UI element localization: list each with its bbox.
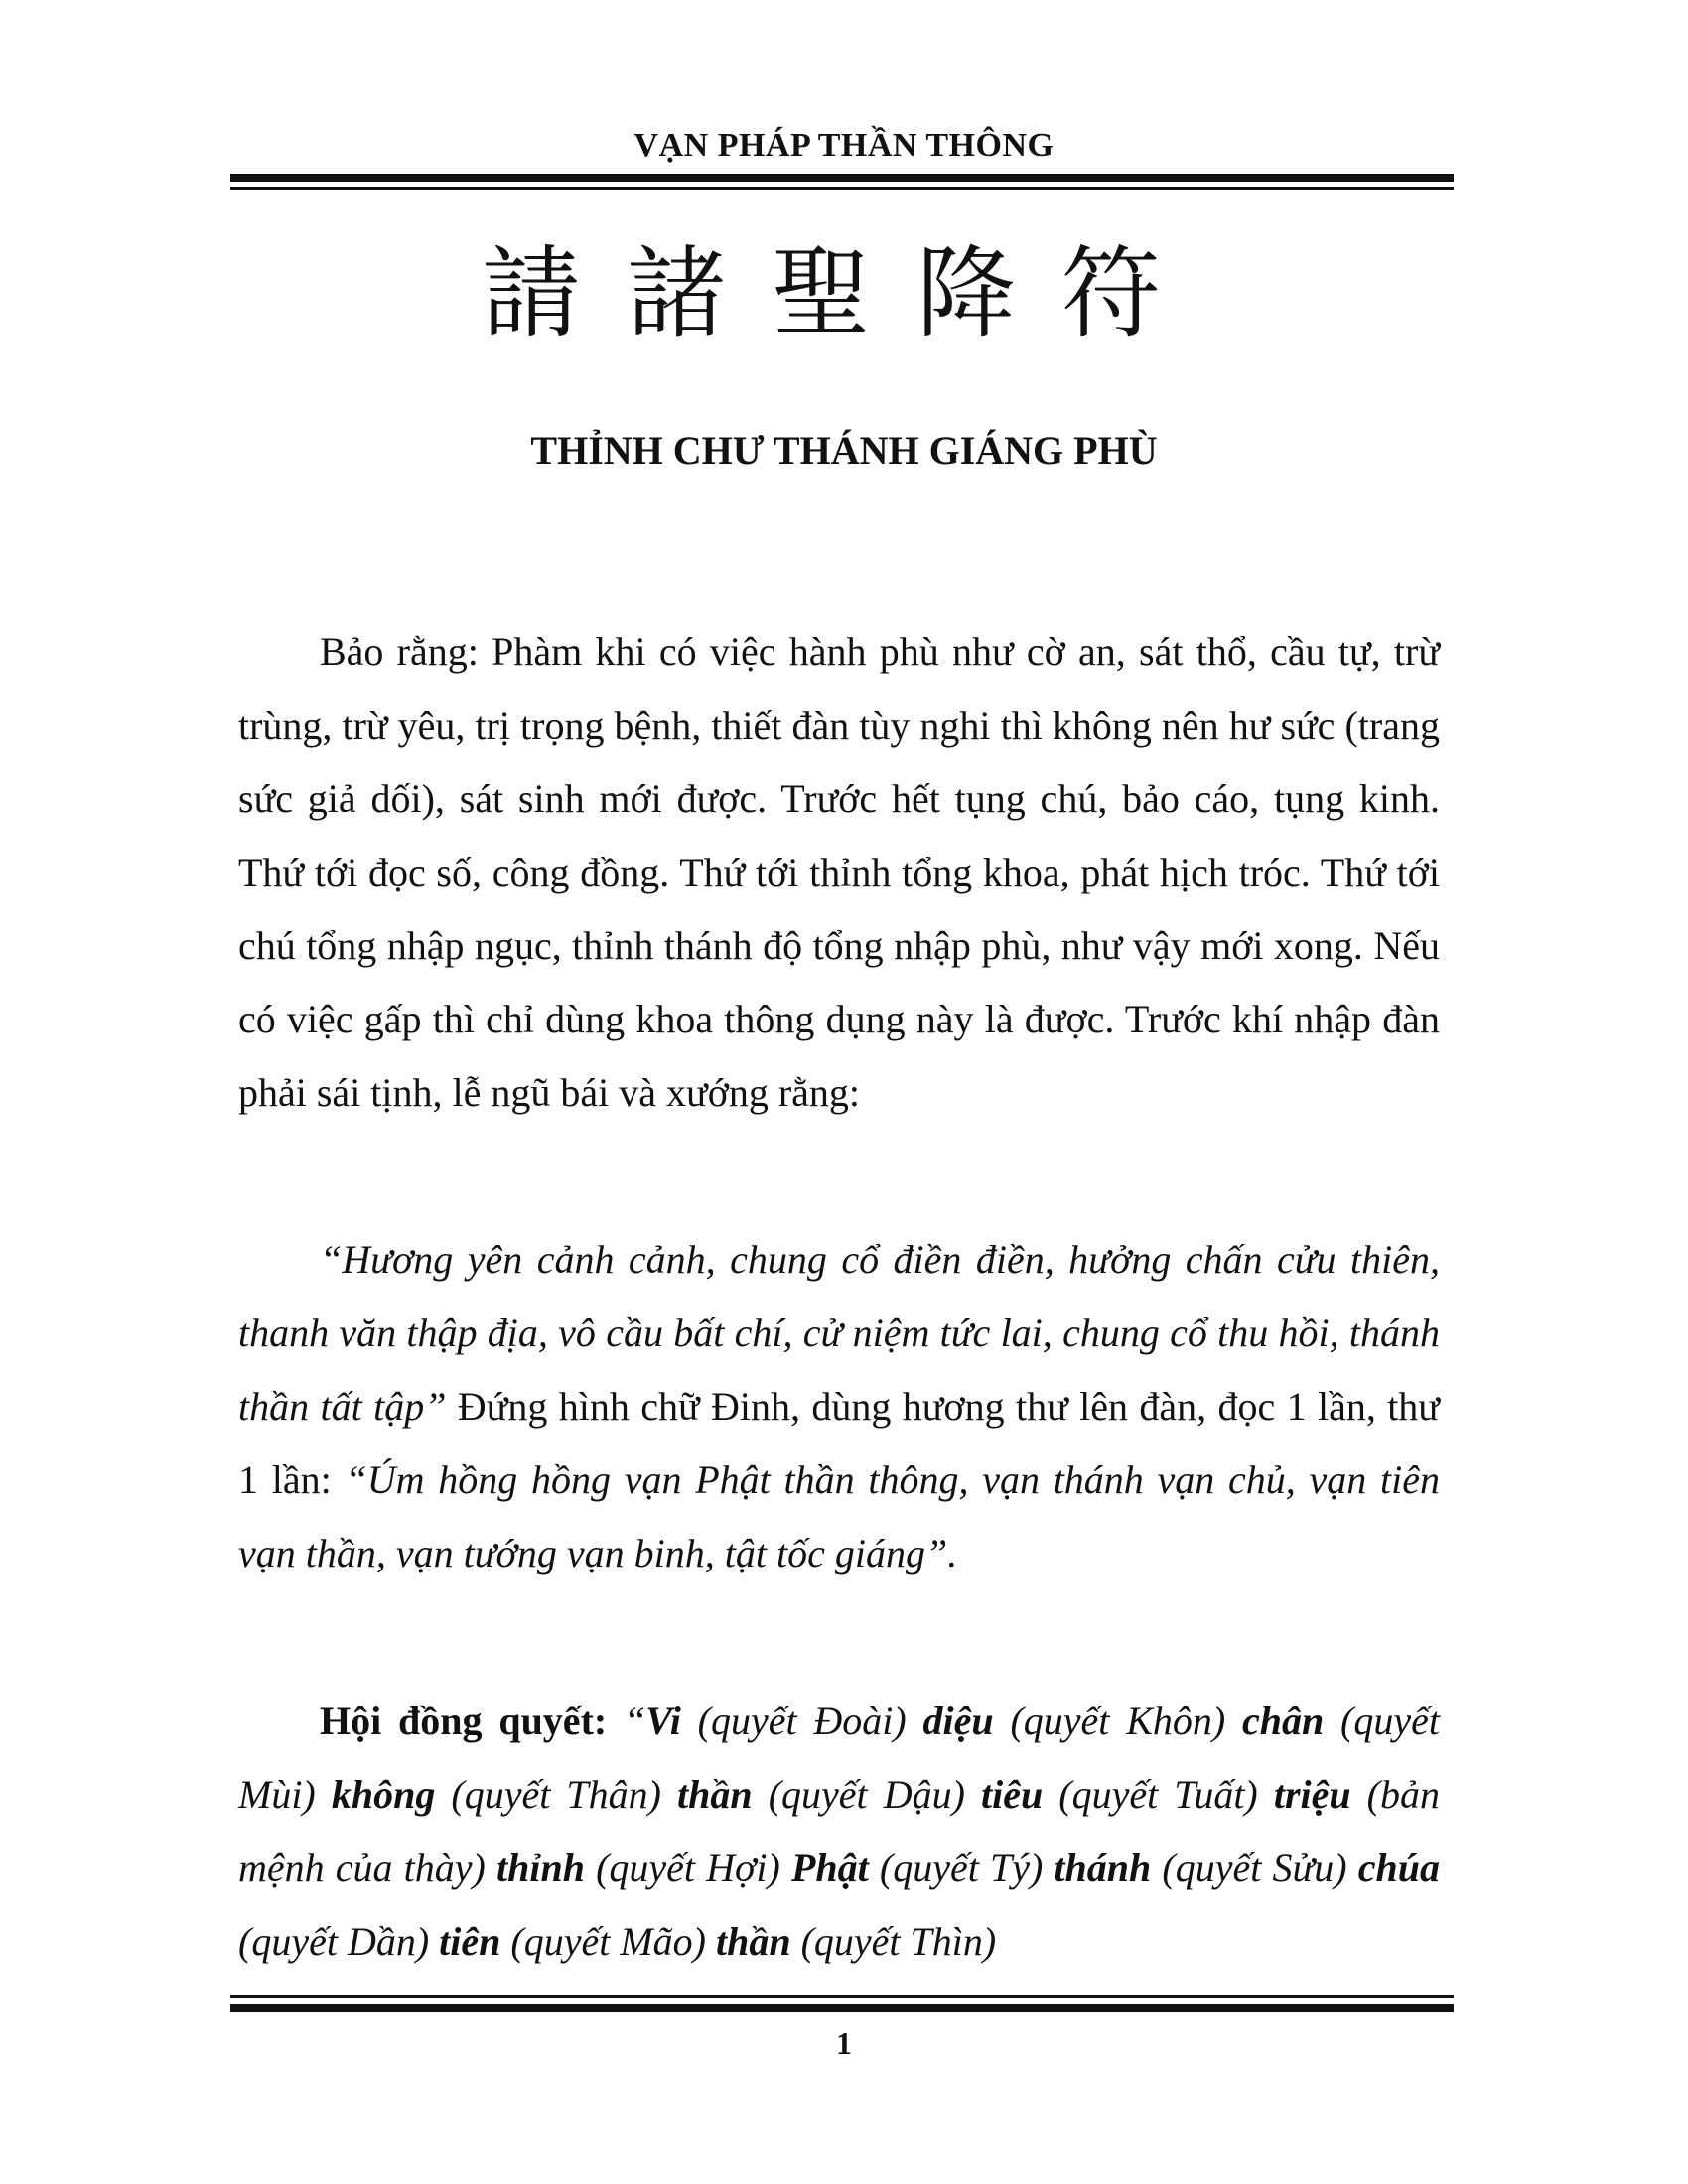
hoi-dong-segment: Vi xyxy=(645,1699,681,1743)
hoi-dong-segment: (quyết Thìn) xyxy=(790,1919,997,1964)
hoi-dong-label: Hội đồng quyết: xyxy=(320,1699,608,1743)
hoi-dong-segment: thỉnh xyxy=(495,1845,585,1890)
hoi-dong-segment: (quyết Thân) xyxy=(435,1772,678,1817)
hoi-dong-segment: (quyết Hợi) xyxy=(584,1845,791,1890)
hoi-dong-segment: Phật xyxy=(790,1845,869,1890)
hoi-dong-segment: chân xyxy=(1242,1699,1325,1743)
header-rule-thin xyxy=(230,187,1454,190)
header-rule-thick xyxy=(230,174,1454,182)
hoi-dong-segment: chúa xyxy=(1357,1845,1441,1890)
hoi-dong-segment: thần xyxy=(715,1919,791,1964)
paragraph-invocation xyxy=(238,1223,1440,1590)
paragraph-invocation-text xyxy=(238,1223,1440,1590)
running-header: VẠN PHÁP THẦN THÔNG xyxy=(633,127,1055,164)
hoi-dong-segment: (quyết Dần) xyxy=(238,1919,440,1964)
footer-rule-thin xyxy=(230,1995,1454,1998)
hoi-dong-segment: triệu xyxy=(1273,1772,1351,1817)
paragraph-intro xyxy=(238,615,1440,1130)
hoi-dong-segment: (quyết Khôn) xyxy=(993,1699,1242,1743)
hoi-dong-segment: không xyxy=(331,1772,436,1817)
page-number: 1 xyxy=(836,2025,852,2061)
hoi-dong-segment: tiên xyxy=(439,1919,501,1964)
hoi-dong-segment: thần xyxy=(677,1772,753,1817)
hoi-dong-segment: (quyết Tý) xyxy=(868,1845,1055,1890)
hoi-dong-segment: thánh xyxy=(1054,1845,1152,1890)
hoi-dong-segment: (quyết Dậu) xyxy=(752,1772,981,1817)
hoi-dong-segment: “ xyxy=(607,1699,646,1743)
hoi-dong-segment: (bản mệnh của thày) xyxy=(238,1772,1441,1890)
chinese-title: 請諸聖降符 xyxy=(482,235,1206,351)
mantra-text: “Úm hồng hồng vạn Phật thần thông, vạn thánh vạn chủ, vạn tiên vạn thần, vạn tướng vạn binh, tật tốc giáng”. xyxy=(238,1457,1441,1575)
hoi-dong-segment: tiêu xyxy=(980,1772,1044,1817)
hoi-dong-segment: (quyết Đoài) xyxy=(680,1699,923,1743)
paragraph-hoi-dong xyxy=(238,1685,1440,1979)
hoi-dong-segment: (quyết Mão) xyxy=(500,1919,716,1964)
paragraph-intro-text: Bảo rằng: Phàm khi có việc hành phù như cờ an, sát thổ, cầu tự, trừ trùng, trừ yêu, trị trọng bệnh, thiết đàn tùy nghi thì không nên hư sức (trang sức giả dối), sát sinh mới được. Trước hết tụng chú, bảo cáo, tụng kinh. Thứ tới đọc số, công đồng. Thứ tới thỉnh tổng khoa, phát hịch tróc. Thứ tới chú tổng nhập ngục, thỉnh thánh độ tổng nhập phù, như vậy mới xong. Nếu có việc gấp thì chỉ dùng khoa thông dụng này là được. Trước khí nhập đàn phải sái tịnh, lễ ngũ bái và xướng rằng: xyxy=(238,629,1440,1115)
hoi-dong-segment: (quyết Mùi) xyxy=(238,1699,1440,1817)
vietnamese-title: THỈNH CHƯ THÁNH GIÁNG PHÙ xyxy=(530,428,1158,473)
hoi-dong-segment: diệu xyxy=(922,1699,994,1743)
invocation-text: “Hương yên cảnh cảnh, chung cổ điền điền, hưởng chấn cửu thiên, thanh văn thập địa, vô cầu bất chí, cử niệm tức lai, chung cổ thu hồi, thánh thần tất tập” xyxy=(238,1237,1440,1429)
paragraph-hoi-dong-text xyxy=(238,1685,1440,1979)
instruction-text: Đứng hình chữ Đinh, dùng hương thư lên đàn, đọc 1 lần, thư 1 lần: xyxy=(238,1384,1440,1502)
hoi-dong-segment: (quyết Tuất) xyxy=(1043,1772,1274,1817)
hoi-dong-segment: (quyết Sửu) xyxy=(1151,1845,1358,1890)
footer-rule-thick xyxy=(230,2004,1454,2012)
